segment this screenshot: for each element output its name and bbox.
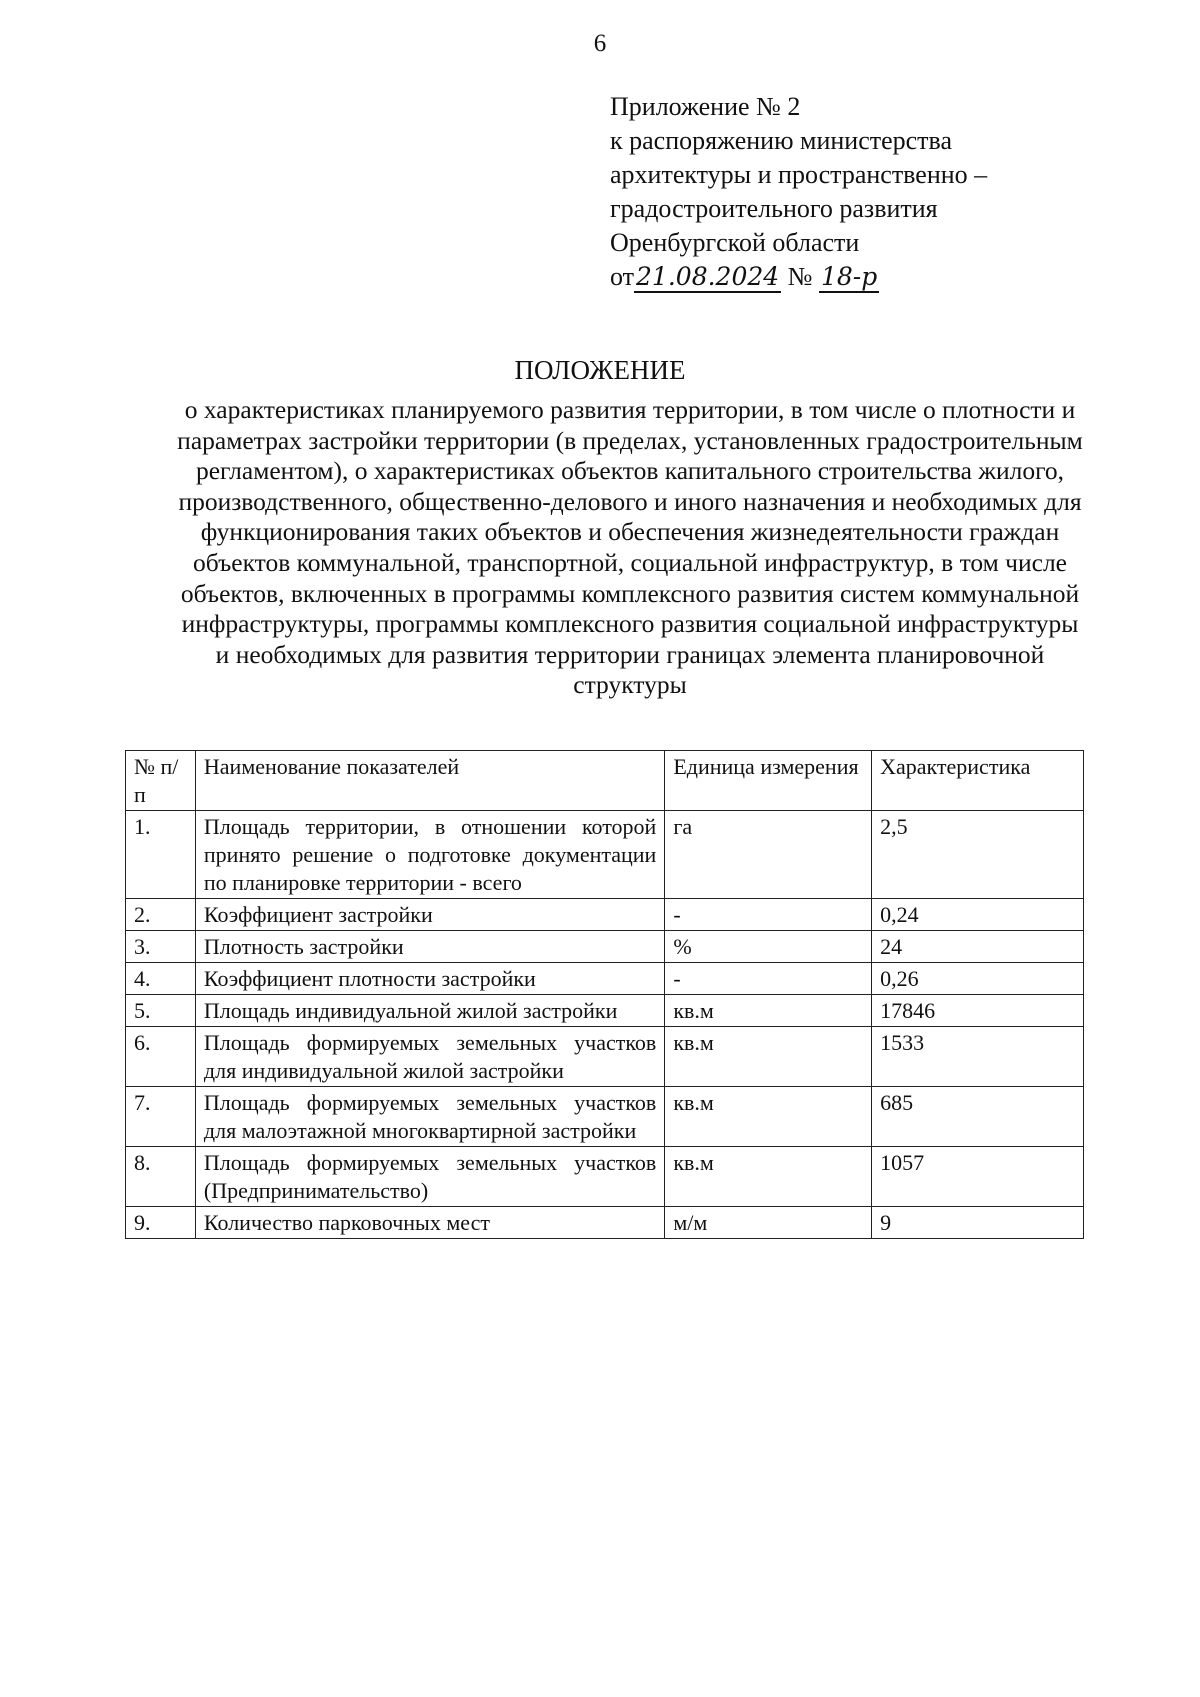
table-row bbox=[126, 931, 1084, 963]
row-value: 0,24 bbox=[872, 899, 1084, 931]
row-name: Площадь территории, в отношении которой принято решение о подготовке документации по планировке территории - всего bbox=[195, 811, 664, 899]
row-unit: % bbox=[665, 931, 872, 963]
table-row bbox=[126, 1207, 1084, 1239]
row-value: 0,26 bbox=[872, 963, 1084, 995]
number-sign: № bbox=[787, 262, 813, 291]
table-row bbox=[126, 899, 1084, 931]
row-number: 9. bbox=[126, 1207, 196, 1239]
appendix-line: градостроительного развития bbox=[610, 194, 938, 223]
subtitle-line: о характеристиках планируемого развития территории, в том числе о плотности и bbox=[184, 395, 1076, 424]
subtitle-line: параметрах застройки территории (в пределах, установленных градостроительным bbox=[177, 425, 1083, 455]
row-unit: кв.м bbox=[665, 1087, 872, 1147]
row-unit: га bbox=[665, 811, 872, 899]
subtitle-line: объектов, включенных в программы комплексного развития систем коммунальной bbox=[180, 578, 1080, 608]
row-unit: кв.м bbox=[665, 1147, 872, 1207]
indicators-table bbox=[125, 750, 1084, 1239]
header-name: Наименование показателей bbox=[195, 751, 664, 811]
appendix-block bbox=[610, 90, 1130, 294]
row-name: Плотность застройки bbox=[195, 931, 664, 963]
subtitle-line: инфраструктуры, программы комплексного развития социальной инфраструктуры bbox=[181, 609, 1079, 639]
subtitle-line: функционирования таких объектов и обеспечения жизнедеятельности граждан bbox=[200, 517, 1060, 547]
appendix-line: архитектуры и пространственно – bbox=[610, 160, 988, 189]
appendix-line: Приложение № 2 bbox=[610, 92, 801, 121]
table-row bbox=[126, 1027, 1084, 1087]
page-number: 6 bbox=[593, 30, 607, 57]
document-subtitle bbox=[110, 395, 1150, 701]
row-unit: м/м bbox=[665, 1207, 872, 1239]
row-value: 2,5 bbox=[872, 811, 1084, 899]
subtitle-line: и необходимых для развития территории границах элемента планировочной bbox=[215, 639, 1045, 669]
row-name: Коэффициент застройки bbox=[195, 899, 664, 931]
table-row bbox=[126, 1087, 1084, 1147]
row-unit: - bbox=[665, 899, 872, 931]
row-name: Площадь формируемых земельных участков для малоэтажной многоквартирной застройки bbox=[195, 1087, 664, 1147]
document-title: ПОЛОЖЕНИЕ bbox=[514, 355, 686, 385]
handwritten-date: 21.08.2024 bbox=[636, 262, 780, 291]
row-number: 6. bbox=[126, 1027, 196, 1087]
header-value: Характеристика bbox=[872, 751, 1084, 811]
row-number: 8. bbox=[126, 1147, 196, 1207]
row-value: 1533 bbox=[872, 1027, 1084, 1087]
subtitle-line: производственного, общественно-делового и иного назначения и необходимых для bbox=[178, 486, 1082, 516]
date-prefix: от bbox=[610, 262, 635, 291]
row-value: 24 bbox=[872, 931, 1084, 963]
handwritten-number: 18-р bbox=[820, 262, 878, 291]
table-row bbox=[126, 811, 1084, 899]
row-number: 3. bbox=[126, 931, 196, 963]
row-name: Коэффициент плотности застройки bbox=[195, 963, 664, 995]
row-number: 5. bbox=[126, 995, 196, 1027]
row-name: Площадь индивидуальной жилой застройки bbox=[195, 995, 664, 1027]
row-value: 685 bbox=[872, 1087, 1084, 1147]
subtitle-line: регламентом), о характеристиках объектов капитального строительства жилого, bbox=[195, 456, 1065, 486]
row-number: 7. bbox=[126, 1087, 196, 1147]
appendix-line: Оренбургской области bbox=[610, 228, 860, 257]
table-row bbox=[126, 995, 1084, 1027]
row-name: Количество парковочных мест bbox=[195, 1207, 664, 1239]
row-number: 2. bbox=[126, 899, 196, 931]
table-row bbox=[126, 963, 1084, 995]
row-unit: - bbox=[665, 963, 872, 995]
subtitle-line: структуры bbox=[573, 670, 687, 700]
header-number: № п/п bbox=[126, 751, 196, 811]
subtitle-line: объектов коммунальной, транспортной, социальной инфраструктур, в том числе bbox=[192, 547, 1067, 577]
row-value: 17846 bbox=[872, 995, 1084, 1027]
row-name: Площадь формируемых земельных участков (Предпринимательство) bbox=[195, 1147, 664, 1207]
header-unit: Единица измерения bbox=[665, 751, 872, 811]
row-unit: кв.м bbox=[665, 1027, 872, 1087]
row-name: Площадь формируемых земельных участков для индивидуальной жилой застройки bbox=[195, 1027, 664, 1087]
row-number: 1. bbox=[126, 811, 196, 899]
row-value: 1057 bbox=[872, 1147, 1084, 1207]
appendix-line: к распоряжению министерства bbox=[610, 126, 953, 155]
row-value: 9 bbox=[872, 1207, 1084, 1239]
appendix-date-line bbox=[610, 260, 1130, 294]
table-row bbox=[126, 1147, 1084, 1207]
row-number: 4. bbox=[126, 963, 196, 995]
table-header-row bbox=[126, 751, 1084, 811]
row-unit: кв.м bbox=[665, 995, 872, 1027]
